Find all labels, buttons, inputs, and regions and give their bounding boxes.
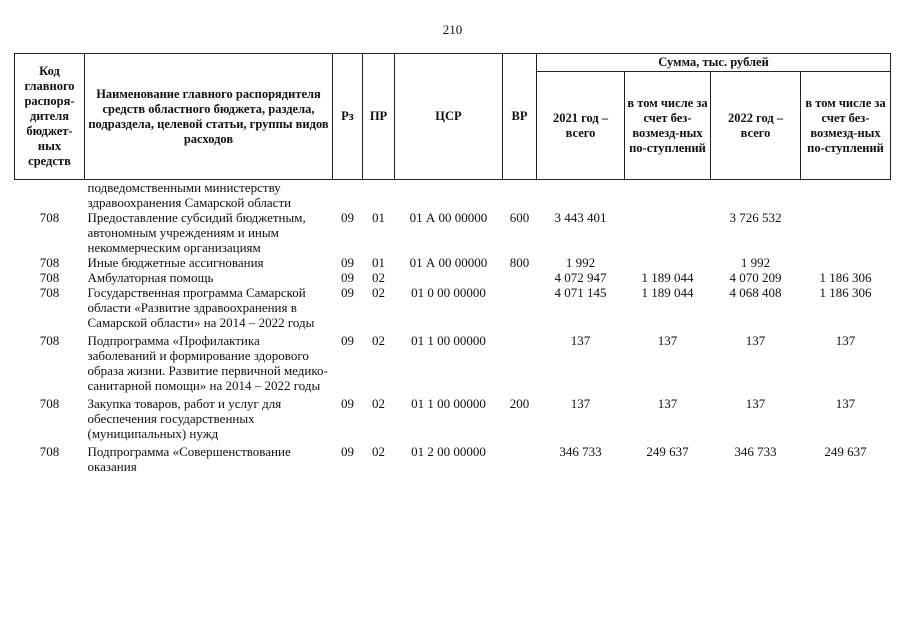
- row-free-2022: 249 637: [824, 444, 867, 459]
- row-vr: [503, 285, 537, 330]
- row-rz: [333, 180, 363, 211]
- row-vr: [503, 270, 537, 285]
- row-sum-2021: 4 071 145: [554, 285, 607, 300]
- row-name: Предоставление субсидий бюджетным, автономным учреждениям и иным некоммерческим организациям: [87, 210, 306, 255]
- table-row: [15, 441, 891, 474]
- row-sum-2022: 1 992: [740, 255, 771, 270]
- table-row: [15, 180, 891, 211]
- row-code: 708: [39, 285, 60, 300]
- row-free-2021: 1 189 044: [641, 270, 694, 285]
- row-name: Государственная программа Самарской области «Развитие здравоохранения в Самарской области» на 2014 – 2022 годы: [87, 285, 315, 330]
- row-vr: 600: [509, 210, 530, 225]
- header-sum-group: Сумма, тыс. рублей: [537, 54, 891, 72]
- header-csr: ЦСР: [395, 54, 503, 180]
- row-sum-2022: [711, 180, 801, 211]
- table-header: [15, 54, 891, 180]
- row-free-2021: 249 637: [646, 444, 689, 459]
- row-rz: 09: [341, 285, 354, 300]
- row-sum-2021: 1 992: [565, 255, 596, 270]
- row-sum-2022: 4 068 408: [729, 285, 782, 300]
- row-name: Подпрограмма «Совершенствование оказания: [87, 444, 291, 474]
- row-free-2021: 137: [657, 396, 678, 411]
- page-number: 210: [442, 22, 463, 37]
- row-sum-2021: [537, 180, 625, 211]
- row-pr: 02: [372, 270, 385, 285]
- row-code: 708: [39, 444, 60, 459]
- row-sum-2022: 137: [745, 396, 766, 411]
- row-vr: [503, 330, 537, 393]
- header-name: Наименование главного распорядителя средств областного бюджета, раздела, подраздела, целевой статьи, группы видов расходов: [85, 54, 333, 180]
- row-csr: 01 1 00 00000: [411, 396, 486, 411]
- row-free-2021: [625, 180, 711, 211]
- row-csr: 01 0 00 00000: [411, 285, 486, 300]
- row-vr: [503, 441, 537, 474]
- row-rz: 09: [341, 255, 354, 270]
- row-sum-2022: 3 726 532: [729, 210, 782, 225]
- header-code: Код главного распоря-дителя бюджет-ных средств: [15, 54, 85, 180]
- row-code: [15, 180, 85, 211]
- row-name: Закупка товаров, работ и услуг для обеспечения государственных (муниципальных) нужд: [87, 396, 282, 441]
- row-vr: 800: [509, 255, 530, 270]
- row-sum-2021: 346 733: [559, 444, 602, 459]
- row-csr: 01 1 00 00000: [411, 333, 486, 348]
- row-name: Амбулаторная помощь: [87, 270, 214, 285]
- row-code: 708: [39, 270, 60, 285]
- row-vr: 200: [509, 396, 530, 411]
- row-free-2022: 137: [835, 396, 856, 411]
- row-csr: [395, 180, 503, 211]
- header-2022-total: 2022 год – всего: [711, 72, 801, 180]
- row-pr: 02: [372, 396, 385, 411]
- table-row: [15, 393, 891, 441]
- row-free-2022: [801, 255, 891, 270]
- row-sum-2022: 137: [745, 333, 766, 348]
- row-sum-2021: 4 072 947: [554, 270, 607, 285]
- row-pr: [363, 180, 395, 211]
- table-row: [15, 270, 891, 285]
- row-rz: 09: [341, 396, 354, 411]
- row-csr: 01 А 00 00000: [409, 210, 488, 225]
- row-free-2022: [801, 180, 891, 211]
- row-sum-2021: 3 443 401: [554, 210, 607, 225]
- table-body: [15, 180, 891, 475]
- row-free-2021: 137: [657, 333, 678, 348]
- row-free-2021: 1 189 044: [641, 285, 694, 300]
- row-csr: 01 2 00 00000: [411, 444, 486, 459]
- row-rz: 09: [341, 444, 354, 459]
- header-2021-total: 2021 год – всего: [537, 72, 625, 180]
- row-name: подведомственными министерству здравоохранения Самарской области: [87, 180, 292, 210]
- row-code: 708: [39, 396, 60, 411]
- row-sum-2022: 4 070 209: [729, 270, 782, 285]
- row-sum-2022: 346 733: [734, 444, 777, 459]
- row-pr: 02: [372, 285, 385, 300]
- row-code: 708: [39, 333, 60, 348]
- row-pr: 01: [372, 210, 385, 225]
- row-code: 708: [39, 255, 60, 270]
- header-2021-free: в том числе за счет без-возмезд-ных по-ступлений: [625, 72, 711, 180]
- row-free-2022: 1 186 306: [819, 285, 872, 300]
- row-pr: 01: [372, 255, 385, 270]
- row-csr: [395, 270, 503, 285]
- row-rz: 09: [341, 210, 354, 225]
- header-2022-free: в том числе за счет без-возмезд-ных по-ступлений: [801, 72, 891, 180]
- budget-table: [14, 53, 891, 474]
- row-pr: 02: [372, 333, 385, 348]
- row-name: Подпрограмма «Профилактика заболеваний и формирование здорового образа жизни. Развитие первичной медико-санитарной помощи» на 2014 – 2022 годы: [87, 333, 328, 393]
- header-rz: Рз: [333, 54, 363, 180]
- header-pr: ПР: [363, 54, 395, 180]
- row-pr: 02: [372, 444, 385, 459]
- row-name: Иные бюджетные ассигнования: [87, 255, 264, 270]
- row-free-2021: [625, 255, 711, 270]
- row-rz: 09: [341, 333, 354, 348]
- row-free-2022: [801, 210, 891, 255]
- row-free-2022: 1 186 306: [819, 270, 872, 285]
- row-csr: 01 А 00 00000: [409, 255, 488, 270]
- row-sum-2021: 137: [570, 396, 591, 411]
- header-vr: ВР: [503, 54, 537, 180]
- table-row: [15, 210, 891, 255]
- row-code: 708: [39, 210, 60, 225]
- row-sum-2021: 137: [570, 333, 591, 348]
- row-free-2021: [625, 210, 711, 255]
- row-rz: 09: [341, 270, 354, 285]
- row-vr: [503, 180, 537, 211]
- table-row: [15, 285, 891, 330]
- table-row: [15, 255, 891, 270]
- table-row: [15, 330, 891, 393]
- row-free-2022: 137: [835, 333, 856, 348]
